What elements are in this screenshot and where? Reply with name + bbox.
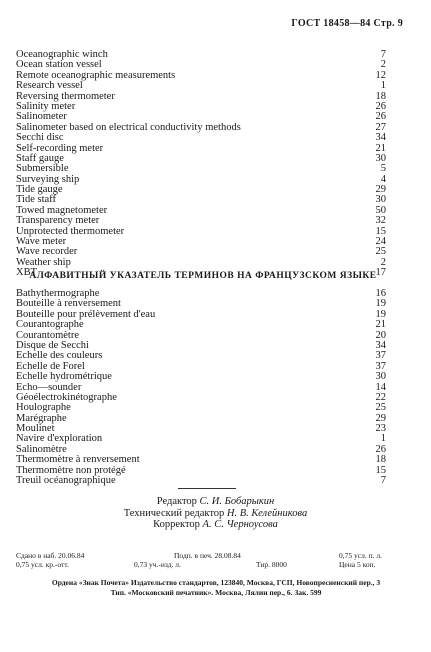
term-number: 21 (375, 319, 386, 331)
list-item (16, 258, 386, 268)
list-item (16, 434, 386, 444)
proofreader-name: А. С. Черноусова (202, 519, 278, 530)
english-terms-list (16, 50, 386, 279)
term-number: 50 (375, 204, 386, 216)
term-label: Thermomètre à renversement (16, 454, 140, 466)
list-item (16, 175, 386, 185)
term-number: 29 (375, 412, 386, 424)
term-number: 30 (375, 152, 386, 164)
term-label: Echelle des couleurs (16, 350, 103, 362)
imprint-cell: 0,73 уч.-изд. л. (134, 560, 181, 569)
imprint-cell: Цена 5 коп. (339, 560, 376, 569)
proofreader-role: Корректор (153, 519, 200, 530)
list-item (16, 414, 386, 424)
term-number: 30 (375, 194, 386, 206)
term-number: 29 (375, 184, 386, 196)
term-number: 19 (375, 298, 386, 310)
term-label: Tide staff (16, 194, 56, 206)
term-number: 26 (375, 443, 386, 455)
publisher-line-1: Ордена «Знак Почета» Издательство стандартов, 123840, Москва, ГСП, Новопресненский пер., 3 (51, 578, 381, 587)
term-label: Marégraphe (16, 412, 67, 424)
imprint-cell: Тир. 8000 (256, 560, 287, 569)
term-label: Reversing thermometer (16, 90, 115, 102)
term-number: 34 (375, 339, 386, 351)
list-item (16, 144, 386, 154)
term-label: Surveying ship (16, 173, 80, 185)
term-label: Remote oceanographic measurements (16, 69, 176, 81)
term-label: XBT (16, 267, 37, 279)
credits (0, 496, 431, 531)
term-label: Secchi disc (16, 132, 64, 144)
term-label: Houlographe (16, 402, 71, 414)
page-header: ГОСТ 18458—84 Стр. 9 (291, 18, 403, 29)
term-label: Disque de Secchi (16, 339, 89, 351)
term-number: 17 (375, 267, 386, 279)
publisher-info (16, 578, 416, 597)
term-number: 18 (375, 454, 386, 466)
term-number: 2 (380, 256, 386, 268)
term-number: 7 (380, 475, 386, 487)
list-item (16, 154, 386, 164)
term-label: Weather ship (16, 256, 71, 268)
term-number: 1 (380, 433, 386, 445)
term-label: Research vessel (16, 80, 83, 92)
list-item (16, 393, 386, 403)
term-number: 16 (375, 288, 386, 299)
term-number: 26 (375, 100, 386, 112)
term-label: Salinometer (16, 111, 67, 123)
editor-role: Редактор (156, 496, 197, 507)
term-label: Unprotected thermometer (16, 225, 125, 237)
term-number: 25 (375, 402, 386, 414)
term-number: 37 (375, 360, 386, 372)
term-number: 15 (375, 225, 386, 237)
term-number: 18 (375, 90, 386, 102)
editor-line (0, 496, 431, 508)
term-number: 15 (375, 464, 386, 476)
term-number: 26 (375, 111, 386, 123)
term-label: Oceanographic winch (16, 49, 108, 60)
term-number: 21 (375, 142, 386, 154)
french-terms-list (16, 289, 386, 486)
term-label: Transparency meter (16, 215, 100, 227)
proofreader-line (0, 519, 431, 531)
term-number: 7 (380, 49, 386, 60)
term-label: Echelle hydrométrique (16, 371, 112, 383)
term-label: Echo—sounder (16, 381, 82, 393)
tech-editor-role: Технический редактор (123, 507, 225, 519)
term-label: Self-recording meter (16, 142, 104, 154)
term-label: Tide gauge (16, 184, 63, 196)
list-item (16, 123, 386, 133)
list-item (16, 227, 386, 237)
term-label: Echelle de Forel (16, 360, 85, 372)
term-label: Courantomètre (16, 329, 79, 341)
term-label: Wave recorder (16, 246, 78, 258)
list-item (16, 102, 386, 112)
term-number: 19 (375, 308, 386, 320)
list-item (16, 81, 386, 91)
term-label: Submersible (16, 163, 69, 175)
term-number: 1 (380, 80, 386, 92)
term-label: Géoélectrokinétographe (16, 391, 117, 403)
publisher-line-2: Тип. «Московский печатник». Москва, Лялин пер., 6. Зак. 599 (110, 587, 322, 597)
term-number: 22 (375, 391, 386, 403)
term-label: Thermomètre non protégé (16, 464, 126, 476)
editor-name: С. И. Бобарыкин (199, 496, 275, 507)
term-number: 23 (375, 423, 386, 435)
term-label: Wave meter (16, 236, 67, 248)
term-number: 2 (380, 59, 386, 71)
term-number: 34 (375, 132, 386, 144)
list-item (16, 372, 386, 382)
term-number: 24 (375, 236, 386, 248)
list-item (16, 185, 386, 195)
term-label: Courantographe (16, 319, 84, 331)
french-section-title: АЛФАВИТНЫЙ УКАЗАТЕЛЬ ТЕРМИНОВ НА ФРАНЦУЗСКОМ ЯЗЫКЕ (29, 271, 377, 281)
term-number: 14 (375, 381, 386, 393)
term-number: 12 (375, 69, 386, 81)
divider (178, 488, 236, 489)
term-label: Towed magnetometer (16, 204, 108, 216)
term-label: Salinometer based on electrical conductivity methods (16, 121, 241, 133)
term-label: Bouteille pour prélèvement d'eau (16, 308, 156, 320)
list-item (16, 133, 386, 143)
term-number: 37 (375, 350, 386, 362)
imprint-cell: Подп. в печ. 28.08.84 (174, 551, 241, 560)
term-number: 5 (380, 163, 386, 175)
term-label: Bathythermographe (16, 288, 100, 299)
list-item (16, 403, 386, 413)
term-number: 25 (375, 246, 386, 258)
term-number: 4 (380, 173, 386, 185)
term-label: Ocean station vessel (16, 59, 102, 71)
tech-editor-name: Н. В. Келейникова (226, 507, 308, 519)
term-label: Moulinet (16, 423, 55, 435)
imprint-cell: Сдано в наб. 20.06.84 (16, 551, 85, 560)
list-item (16, 320, 386, 330)
tech-editor-line (0, 508, 431, 520)
term-number: 32 (375, 215, 386, 227)
term-label: Treuil océanographique (16, 475, 116, 487)
list-item (16, 247, 386, 257)
term-label: Navire d'exploration (16, 433, 103, 445)
term-label: Salinity meter (16, 100, 76, 112)
term-label: Salinomètre (16, 443, 67, 455)
term-label: Bouteille à renversement (16, 298, 121, 310)
term-label: Staff gauge (16, 152, 64, 164)
term-number: 30 (375, 371, 386, 383)
imprint-cell: 0,75 усл. кр.-отт. (16, 560, 69, 569)
list-item (16, 476, 386, 486)
term-number: 27 (375, 121, 386, 133)
term-number: 20 (375, 329, 386, 341)
imprint-cell: 0,75 усл. п. л. (339, 551, 382, 560)
